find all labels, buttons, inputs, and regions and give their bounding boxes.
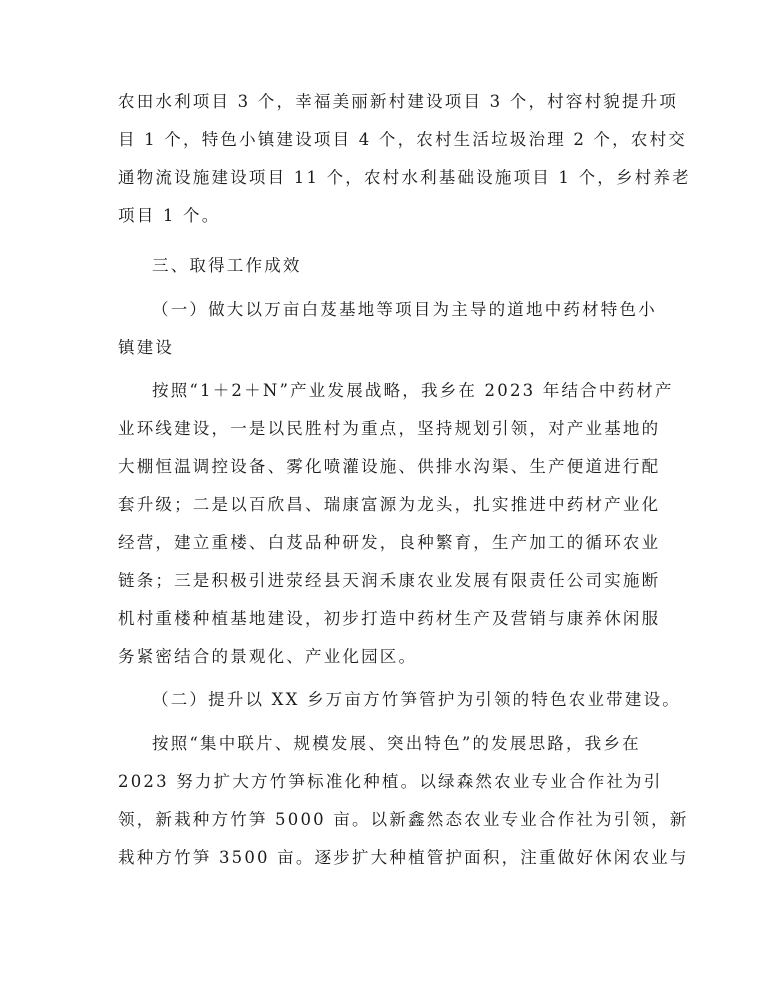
paragraph-line: 链条；三是积极引进荥经县天润禾康农业发展有限责任公司实施断 [118,571,661,590]
subsection-heading: （一）做大以万亩白芨基地等项目为主导的道地中药材特色小 [152,300,657,319]
paragraph-line: 业环线建设，一是以民胜村为重点，坚持规划引领，对产业基地的 [118,419,661,438]
paragraph-line: 务紧密结合的景观化、产业化园区。 [118,647,418,666]
section-heading: 三、取得工作成效 [152,256,302,275]
paragraph-line: 经营，建立重楼、白芨品种研发，良种繁育，生产加工的循环农业 [118,533,661,552]
paragraph-line: 栽种方竹笋 3500 亩。逐步扩大种植管护面积，注重做好休闲农业与 [118,848,689,867]
subsection-heading-continued: 镇建设 [118,338,175,357]
subsection-heading: （二）提升以 XX 乡万亩方竹笋管护为引领的特色农业带建设。 [152,690,681,709]
paragraph-line: 按照“1＋2＋N”产业发展战略，我乡在 2023 年结合中药材产 [152,381,674,400]
paragraph-line: 领，新栽种方竹笋 5000 亩。以新鑫然态农业专业合作社为引领，新 [118,810,689,829]
paragraph-line: 2023 努力扩大方竹笋标准化种植。以绿森然农业专业合作社为引 [118,772,663,791]
paragraph-line: 目 1 个，特色小镇建设项目 4 个，农村生活垃圾治理 2 个，农村交 [118,130,687,149]
paragraph-line: 按照“集中联片、规模发展、突出特色”的发展思路，我乡在 [152,734,641,753]
paragraph-line: 项目 1 个。 [118,206,221,225]
paragraph-line: 套升级；二是以百欣昌、瑞康富源为龙头，扎实推进中药材产业化 [118,495,661,514]
paragraph-line: 机村重楼种植基地建设，初步打造中药材生产及营销与康养休闲服 [118,609,661,628]
paragraph-line: 农田水利项目 3 个，幸福美丽新村建设项目 3 个，村容村貌提升项 [118,92,679,111]
paragraph-line: 大棚恒温调控设备、雾化喷灌设施、供排水沟渠、生产便道进行配 [118,457,661,476]
paragraph-line: 通物流设施建设项目 11 个，农村水利基础设施项目 1 个，乡村养老 [118,168,691,187]
